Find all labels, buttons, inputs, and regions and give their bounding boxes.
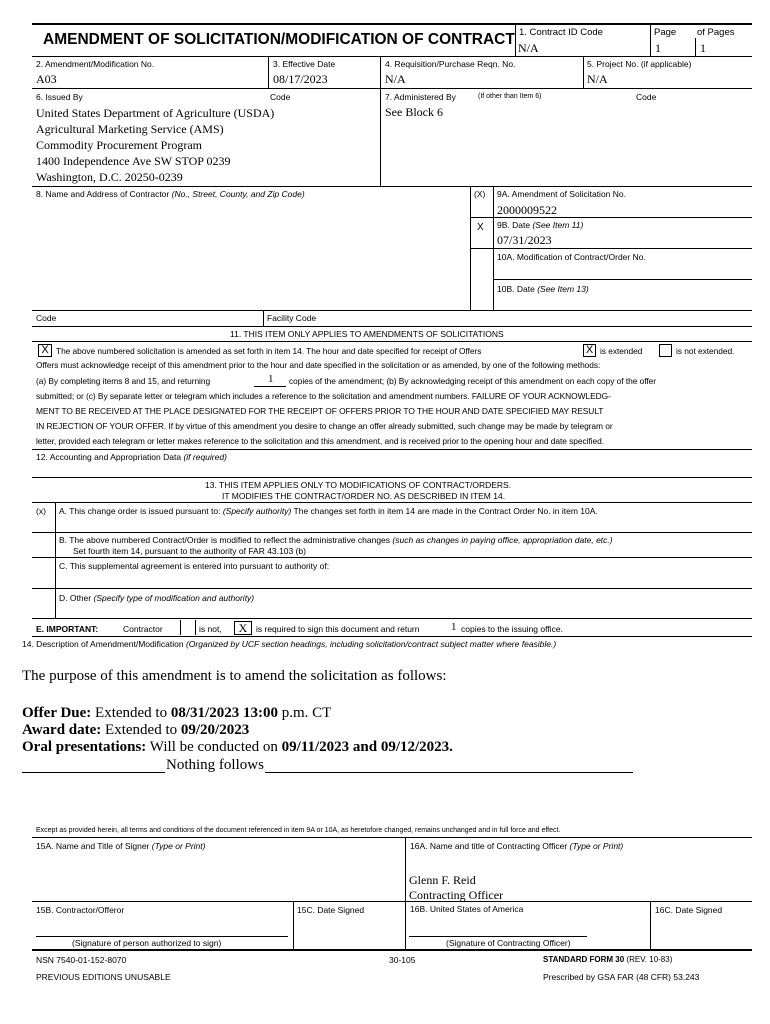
important-contractor: Contractor xyxy=(123,624,163,634)
signer-name-label-text: 15A. Name and Title of Signer xyxy=(36,841,150,851)
item11-line4: submitted; or (c) By separate letter or telegram which includes a reference to the solicitation and amendment numbers. FAILURE OF YOUR ACKNOWLEDG- xyxy=(36,391,611,401)
oral-presentations-dates: 09/11/2023 and 09/12/2023. xyxy=(281,739,453,755)
important-copies: 1 xyxy=(451,621,457,633)
contractor-offeror-label: 15B. Contractor/Offeror xyxy=(36,905,125,915)
item11-line5: MENT TO BE RECEIVED AT THE PLACE DESIGNATED FOR THE RECEIPT OF OFFERS PRIOR TO THE HOUR AND DATE SPECIFIED MAY RESULT xyxy=(36,406,604,416)
contractor-label-note: (No., Street, County, and Zip Code) xyxy=(171,189,305,199)
officer-name-label xyxy=(410,841,623,851)
award-date-value: 09/20/2023 xyxy=(180,722,250,738)
officer-name-label-text: 16A. Name and title of Contracting Officer xyxy=(410,841,568,851)
date-9b-label xyxy=(497,220,583,230)
is-not-checkbox[interactable]: X xyxy=(234,621,252,635)
contract-id-label: 1. Contract ID Code xyxy=(519,27,603,38)
previous-editions: PREVIOUS EDITIONS UNUSABLE xyxy=(36,972,171,982)
item11-heading: 11. THIS ITEM ONLY APPLIES TO AMENDMENTS OF SOLICITATIONS xyxy=(230,329,504,339)
signer-name-label xyxy=(36,841,205,851)
prescribed-by: Prescribed by GSA FAR (48 CFR) 53.243 xyxy=(543,972,700,982)
signer-name-label-note: (Type or Print) xyxy=(151,841,206,851)
accounting-label-text: 12. Accounting and Appropriation Data xyxy=(36,452,182,462)
item13-x-header: (x) xyxy=(36,506,46,516)
offer-due-date: 08/31/2023 13:00 xyxy=(170,705,278,721)
nothing-follows: Nothing follows xyxy=(166,757,264,773)
not-extended-label: is not extended. xyxy=(676,346,735,356)
item13-a-note: (Specify authority) xyxy=(222,506,292,516)
issued-line: Washington, D.C. 20250-0239 xyxy=(36,170,183,184)
item13-heading-1: 13. THIS ITEM APPLIES ONLY TO MODIFICATIONS OF CONTRACT/ORDERS. xyxy=(205,480,512,490)
offer-due-post: p.m. CT xyxy=(281,705,332,721)
issued-line: 1400 Independence Ave SW STOP 0239 xyxy=(36,154,231,168)
modification-no-label: 10A. Modification of Contract/Order No. xyxy=(497,252,646,262)
officer-title-value: Contracting Officer xyxy=(409,888,504,902)
is-not-label: is not, xyxy=(199,624,222,634)
facility-code-label: Facility Code xyxy=(267,313,317,323)
x-mark-9b: X xyxy=(477,222,484,233)
award-date-line xyxy=(22,722,249,739)
issued-line: Commodity Procurement Program xyxy=(36,138,202,152)
project-no-label: 5. Project No. (if applicable) xyxy=(587,59,692,69)
issued-code-label: Code xyxy=(270,92,291,102)
award-date-label: Award date: xyxy=(22,722,102,738)
officer-signature-line[interactable]: (Signature of Contracting Officer) xyxy=(446,938,571,948)
solicitation-no-value: 2000009522 xyxy=(497,203,557,217)
officer-date-label: 16C. Date Signed xyxy=(655,905,723,915)
form-title: AMENDMENT OF SOLICITATION/MODIFICATION OF CONTRACT xyxy=(43,31,515,48)
form-code: 30-105 xyxy=(389,955,416,965)
contractor-date-label: 15C. Date Signed xyxy=(297,905,365,915)
offer-due-line xyxy=(22,705,331,722)
item11-checkbox[interactable]: X xyxy=(38,344,52,357)
date-10b-label-text: 10B. Date xyxy=(497,284,535,294)
purpose-text: The purpose of this amendment is to amend the solicitation as follows: xyxy=(22,668,447,684)
contract-id-value: N/A xyxy=(518,41,539,55)
contractor-signature-line[interactable]: (Signature of person authorized to sign) xyxy=(72,938,222,948)
copies-value: 1 xyxy=(268,373,274,385)
amendment-no-value: A03 xyxy=(36,72,57,86)
item13-heading-2: IT MODIFIES THE CONTRACT/ORDER NO. AS DESCRIBED IN ITEM 14. xyxy=(222,491,506,501)
item13-a-text: A. This change order is issued pursuant to: xyxy=(59,506,221,516)
item11-line1: The above numbered solicitation is amended as set forth in item 14. The hour and date specified for receipt of Offers xyxy=(56,346,482,356)
description-label xyxy=(22,639,556,649)
nsn-number: NSN 7540-01-152-8070 xyxy=(36,955,127,965)
item11-line6: IN REJECTION OF YOUR OFFER. If by virtue of this amendment you desire to change an offer already submitted, such change may be made by telegram or xyxy=(36,421,613,431)
offer-due-label: Offer Due: xyxy=(22,705,92,721)
date-10b-label xyxy=(497,284,589,294)
item13-d xyxy=(59,593,254,603)
item13-c: C. This supplemental agreement is entered into pursuant to authority of: xyxy=(59,561,330,571)
award-date-pre: Extended to xyxy=(105,722,178,738)
accounting-label-note: (if required) xyxy=(183,452,227,462)
project-no-value: N/A xyxy=(587,72,608,86)
administered-by-note: (If other than Item 6) xyxy=(478,93,542,100)
item13-b-note: (such as changes in paying office, appropriation date, etc.) xyxy=(392,535,613,545)
important-rest: is required to sign this document and return xyxy=(256,624,420,634)
contractor-code-label: Code xyxy=(36,313,57,323)
officer-name-value: Glenn F. Reid xyxy=(409,873,476,887)
issued-by-label: 6. Issued By xyxy=(36,92,83,102)
item11-line2: Offers must acknowledge receipt of this amendment prior to the hour and date specified in the solicitation or as amended, by one of the following methods: xyxy=(36,360,601,370)
important-rest2: copies to the issuing office. xyxy=(461,624,563,634)
contractor-label-text: 8. Name and Address of Contractor xyxy=(36,189,170,199)
oral-presentations-pre: Will be conducted on xyxy=(149,739,278,755)
administered-code-label: Code xyxy=(636,92,657,102)
date-9b-label-text: 9B. Date xyxy=(497,220,531,230)
officer-name-label-note: (Type or Print) xyxy=(569,841,624,851)
date-9b-value: 07/31/2023 xyxy=(497,233,552,247)
amendment-no-label: 2. Amendment/Modification No. xyxy=(36,59,155,69)
standard-form-rev: (REV. 10-83) xyxy=(626,955,673,964)
issued-by-address xyxy=(36,105,274,185)
item13-b-text: B. The above numbered Contract/Order is modified to reflect the administrative changes xyxy=(59,535,391,545)
page-value: 1 xyxy=(655,41,661,55)
standard-form-line xyxy=(543,955,672,964)
date-10b-label-note: (See Item 13) xyxy=(537,284,589,294)
effective-date-label: 3. Effective Date xyxy=(273,59,336,69)
item13-d-note: (Specify type of modification and authority) xyxy=(93,593,255,603)
contractor-label xyxy=(36,189,305,199)
requisition-label: 4. Requisition/Purchase Reqn. No. xyxy=(385,59,516,69)
date-9b-label-note: (See Item 11) xyxy=(532,220,584,230)
oral-presentations-line xyxy=(22,739,453,756)
of-pages-value: 1 xyxy=(700,41,706,55)
item11-line7: letter, provided each telegram or letter makes reference to the solicitation and this amendment, and is received prior to the opening hour and date specified. xyxy=(36,436,604,446)
important-label: E. IMPORTANT: xyxy=(36,624,99,634)
extended-checkbox[interactable]: X xyxy=(583,344,596,357)
of-pages-label: of Pages xyxy=(697,27,735,38)
except-text: Except as provided herein, all terms and conditions of the document referenced in item 9A or 10A, as heretofore changed, remains unchanged and in full force and effect. xyxy=(36,827,561,834)
item13-b xyxy=(59,535,613,545)
item11-line3b: copies of the amendment; (b) By acknowledging receipt of this amendment on each copy of the offer xyxy=(289,376,656,386)
offer-due-pre: Extended to xyxy=(95,705,168,721)
solicitation-no-label: 9A. Amendment of Solicitation No. xyxy=(497,189,626,199)
item13-b-line2: Set fourth item 14, pursuant to the authority of FAR 43.103 (b) xyxy=(73,546,306,556)
item13-d-text: D. Other xyxy=(59,593,92,603)
administered-by-value: See Block 6 xyxy=(385,105,443,119)
page-label: Page xyxy=(654,27,677,38)
is-extended-label: is extended xyxy=(600,346,643,356)
issued-line: Agricultural Marketing Service (AMS) xyxy=(36,122,224,136)
item11-line3a: (a) By completing items 8 and 15, and returning xyxy=(36,376,211,386)
item13-a-rest: The changes set forth in item 14 are made in the Contract Order No. in item 10A. xyxy=(293,506,598,516)
description-label-note: (Organized by UCF section headings, including solicitation/contract subject matter where feasible.) xyxy=(185,639,557,649)
standard-form-name: STANDARD FORM 30 xyxy=(543,955,625,964)
accounting-label xyxy=(36,452,227,462)
description-label-text: 14. Description of Amendment/Modification xyxy=(22,639,184,649)
usa-label: 16B. United States of America xyxy=(410,904,524,914)
not-extended-checkbox[interactable] xyxy=(659,344,672,357)
requisition-value: N/A xyxy=(385,72,406,86)
x-column-header: (X) xyxy=(474,189,486,199)
oral-presentations-label: Oral presentations: xyxy=(22,739,147,755)
issued-line: United States Department of Agriculture (USDA) xyxy=(36,106,275,120)
administered-by-label: 7. Administered By xyxy=(385,92,456,102)
item13-a xyxy=(59,506,598,516)
effective-date-value: 08/17/2023 xyxy=(273,72,328,86)
